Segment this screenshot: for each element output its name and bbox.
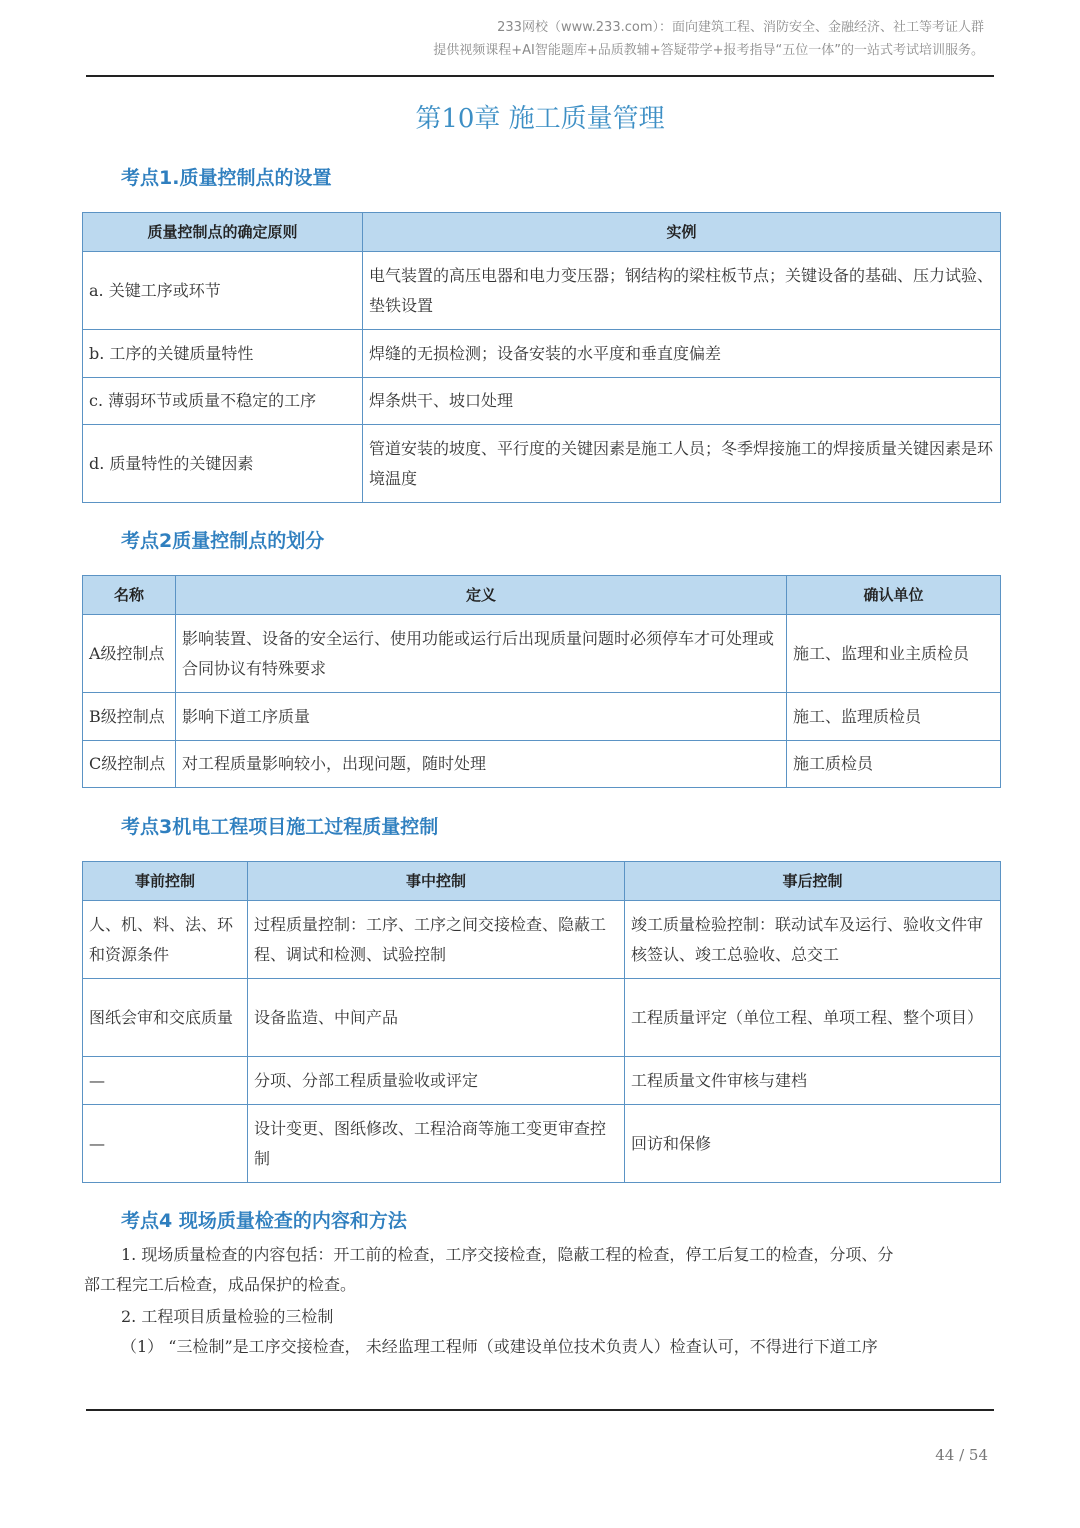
table-cell: — xyxy=(83,1105,248,1183)
table-cell: A级控制点 xyxy=(83,615,176,693)
table-cell: c. 薄弱环节或质量不稳定的工序 xyxy=(83,378,363,425)
table-header-cell: 事中控制 xyxy=(248,862,625,901)
table-row xyxy=(83,693,1001,741)
table-cell: 回访和保修 xyxy=(625,1105,1001,1183)
table-header-cell: 事后控制 xyxy=(625,862,1001,901)
footer-divider xyxy=(86,1409,994,1411)
table-cell: 施工、监理质检员 xyxy=(787,693,1001,741)
table-cell: 电气装置的高压电器和电力变压器；钢结构的梁柱板节点；关键设备的基础、压力试验、垫铁设置 xyxy=(363,252,1001,330)
table-cell: — xyxy=(83,1057,248,1105)
table-cell: 过程质量控制：工序、工序之间交接检查、隐蔽工程、调试和检测、试验控制 xyxy=(248,901,625,979)
page-header xyxy=(433,16,984,62)
paragraph-1-line-2: 部工程完工后检查，成品保护的检查。 xyxy=(84,1275,357,1294)
table-header-row xyxy=(83,576,1001,615)
table-row xyxy=(83,741,1001,788)
table-cell: 施工、监理和业主质检员 xyxy=(787,615,1001,693)
table-cell: 影响装置、设备的安全运行、使用功能或运行后出现质量问题时必须停车才可处理或合同协议有特殊要求 xyxy=(176,615,787,693)
paragraph-3: （1） “三检制”是工序交接检查， 未经监理工程师（或建设单位技术负责人）检查认可，不得进行下道工序 xyxy=(121,1337,878,1356)
table-cell: 竣工质量检验控制：联动试车及运行、验收文件审核签认、竣工总验收、总交工 xyxy=(625,901,1001,979)
section-1-heading: 考点1.质量控制点的设置 xyxy=(121,167,332,189)
paragraph-1-line-1: 1. 现场质量检查的内容包括：开工前的检查，工序交接检查，隐蔽工程的检查，停工后复工的检查，分项、分 xyxy=(121,1245,894,1264)
table-row xyxy=(83,615,1001,693)
table-cell: 焊条烘干、坡口处理 xyxy=(363,378,1001,425)
table-header-row xyxy=(83,862,1001,901)
table-header-cell: 确认单位 xyxy=(787,576,1001,615)
table-header-cell: 名称 xyxy=(83,576,176,615)
table-cell: 管道安装的坡度、平行度的关键因素是施工人员；冬季焊接施工的焊接质量关键因素是环境温度 xyxy=(363,425,1001,503)
table-cell: 设备监造、中间产品 xyxy=(248,979,625,1057)
header-divider xyxy=(86,75,994,77)
table-row xyxy=(83,979,1001,1057)
table-row xyxy=(83,1105,1001,1183)
table-cell: 工程质量文件审核与建档 xyxy=(625,1057,1001,1105)
table-cell: B级控制点 xyxy=(83,693,176,741)
table-header-cell: 质量控制点的确定原则 xyxy=(83,213,363,252)
header-line-1: 233网校（www.233.com）：面向建筑工程、消防安全、金融经济、社工等考证人群 xyxy=(497,20,984,35)
table-header-cell: 实例 xyxy=(363,213,1001,252)
table-header-row xyxy=(83,213,1001,252)
table-row xyxy=(83,425,1001,503)
table-row xyxy=(83,330,1001,378)
section-2-heading: 考点2质量控制点的划分 xyxy=(121,530,325,552)
table-header-cell: 定义 xyxy=(176,576,787,615)
control-point-setup-table xyxy=(82,212,1001,503)
header-line-2: 提供视频课程+AI智能题库+品质教辅+答疑带学+报考指导“五位一体”的一站式考试培训服务。 xyxy=(433,43,984,58)
table-header-cell: 事前控制 xyxy=(83,862,248,901)
section-4-heading: 考点4 现场质量检查的内容和方法 xyxy=(121,1210,407,1232)
table-cell: C级控制点 xyxy=(83,741,176,788)
section-3-heading: 考点3机电工程项目施工过程质量控制 xyxy=(121,816,439,838)
table-cell: b. 工序的关键质量特性 xyxy=(83,330,363,378)
table-cell: 人、机、料、法、环和资源条件 xyxy=(83,901,248,979)
paragraph-2: 2. 工程项目质量检验的三检制 xyxy=(121,1307,334,1326)
table-cell: 对工程质量影响较小，出现问题，随时处理 xyxy=(176,741,787,788)
table-row xyxy=(83,1057,1001,1105)
chapter-title: 第10章 施工质量管理 xyxy=(415,104,665,134)
table-row xyxy=(83,252,1001,330)
page-number: 44 / 54 xyxy=(935,1446,988,1464)
table-row xyxy=(83,901,1001,979)
process-quality-control-table xyxy=(82,861,1001,1183)
table-cell: 工程质量评定（单位工程、单项工程、整个项目） xyxy=(625,979,1001,1057)
table-cell: 焊缝的无损检测；设备安装的水平度和垂直度偏差 xyxy=(363,330,1001,378)
table-cell: d. 质量特性的关键因素 xyxy=(83,425,363,503)
table-cell: 图纸会审和交底质量 xyxy=(83,979,248,1057)
table-cell: 分项、分部工程质量验收或评定 xyxy=(248,1057,625,1105)
table-cell: 设计变更、图纸修改、工程洽商等施工变更审查控制 xyxy=(248,1105,625,1183)
table-row xyxy=(83,378,1001,425)
table-cell: 施工质检员 xyxy=(787,741,1001,788)
control-point-classification-table xyxy=(82,575,1001,788)
table-cell: a. 关键工序或环节 xyxy=(83,252,363,330)
table-cell: 影响下道工序质量 xyxy=(176,693,787,741)
